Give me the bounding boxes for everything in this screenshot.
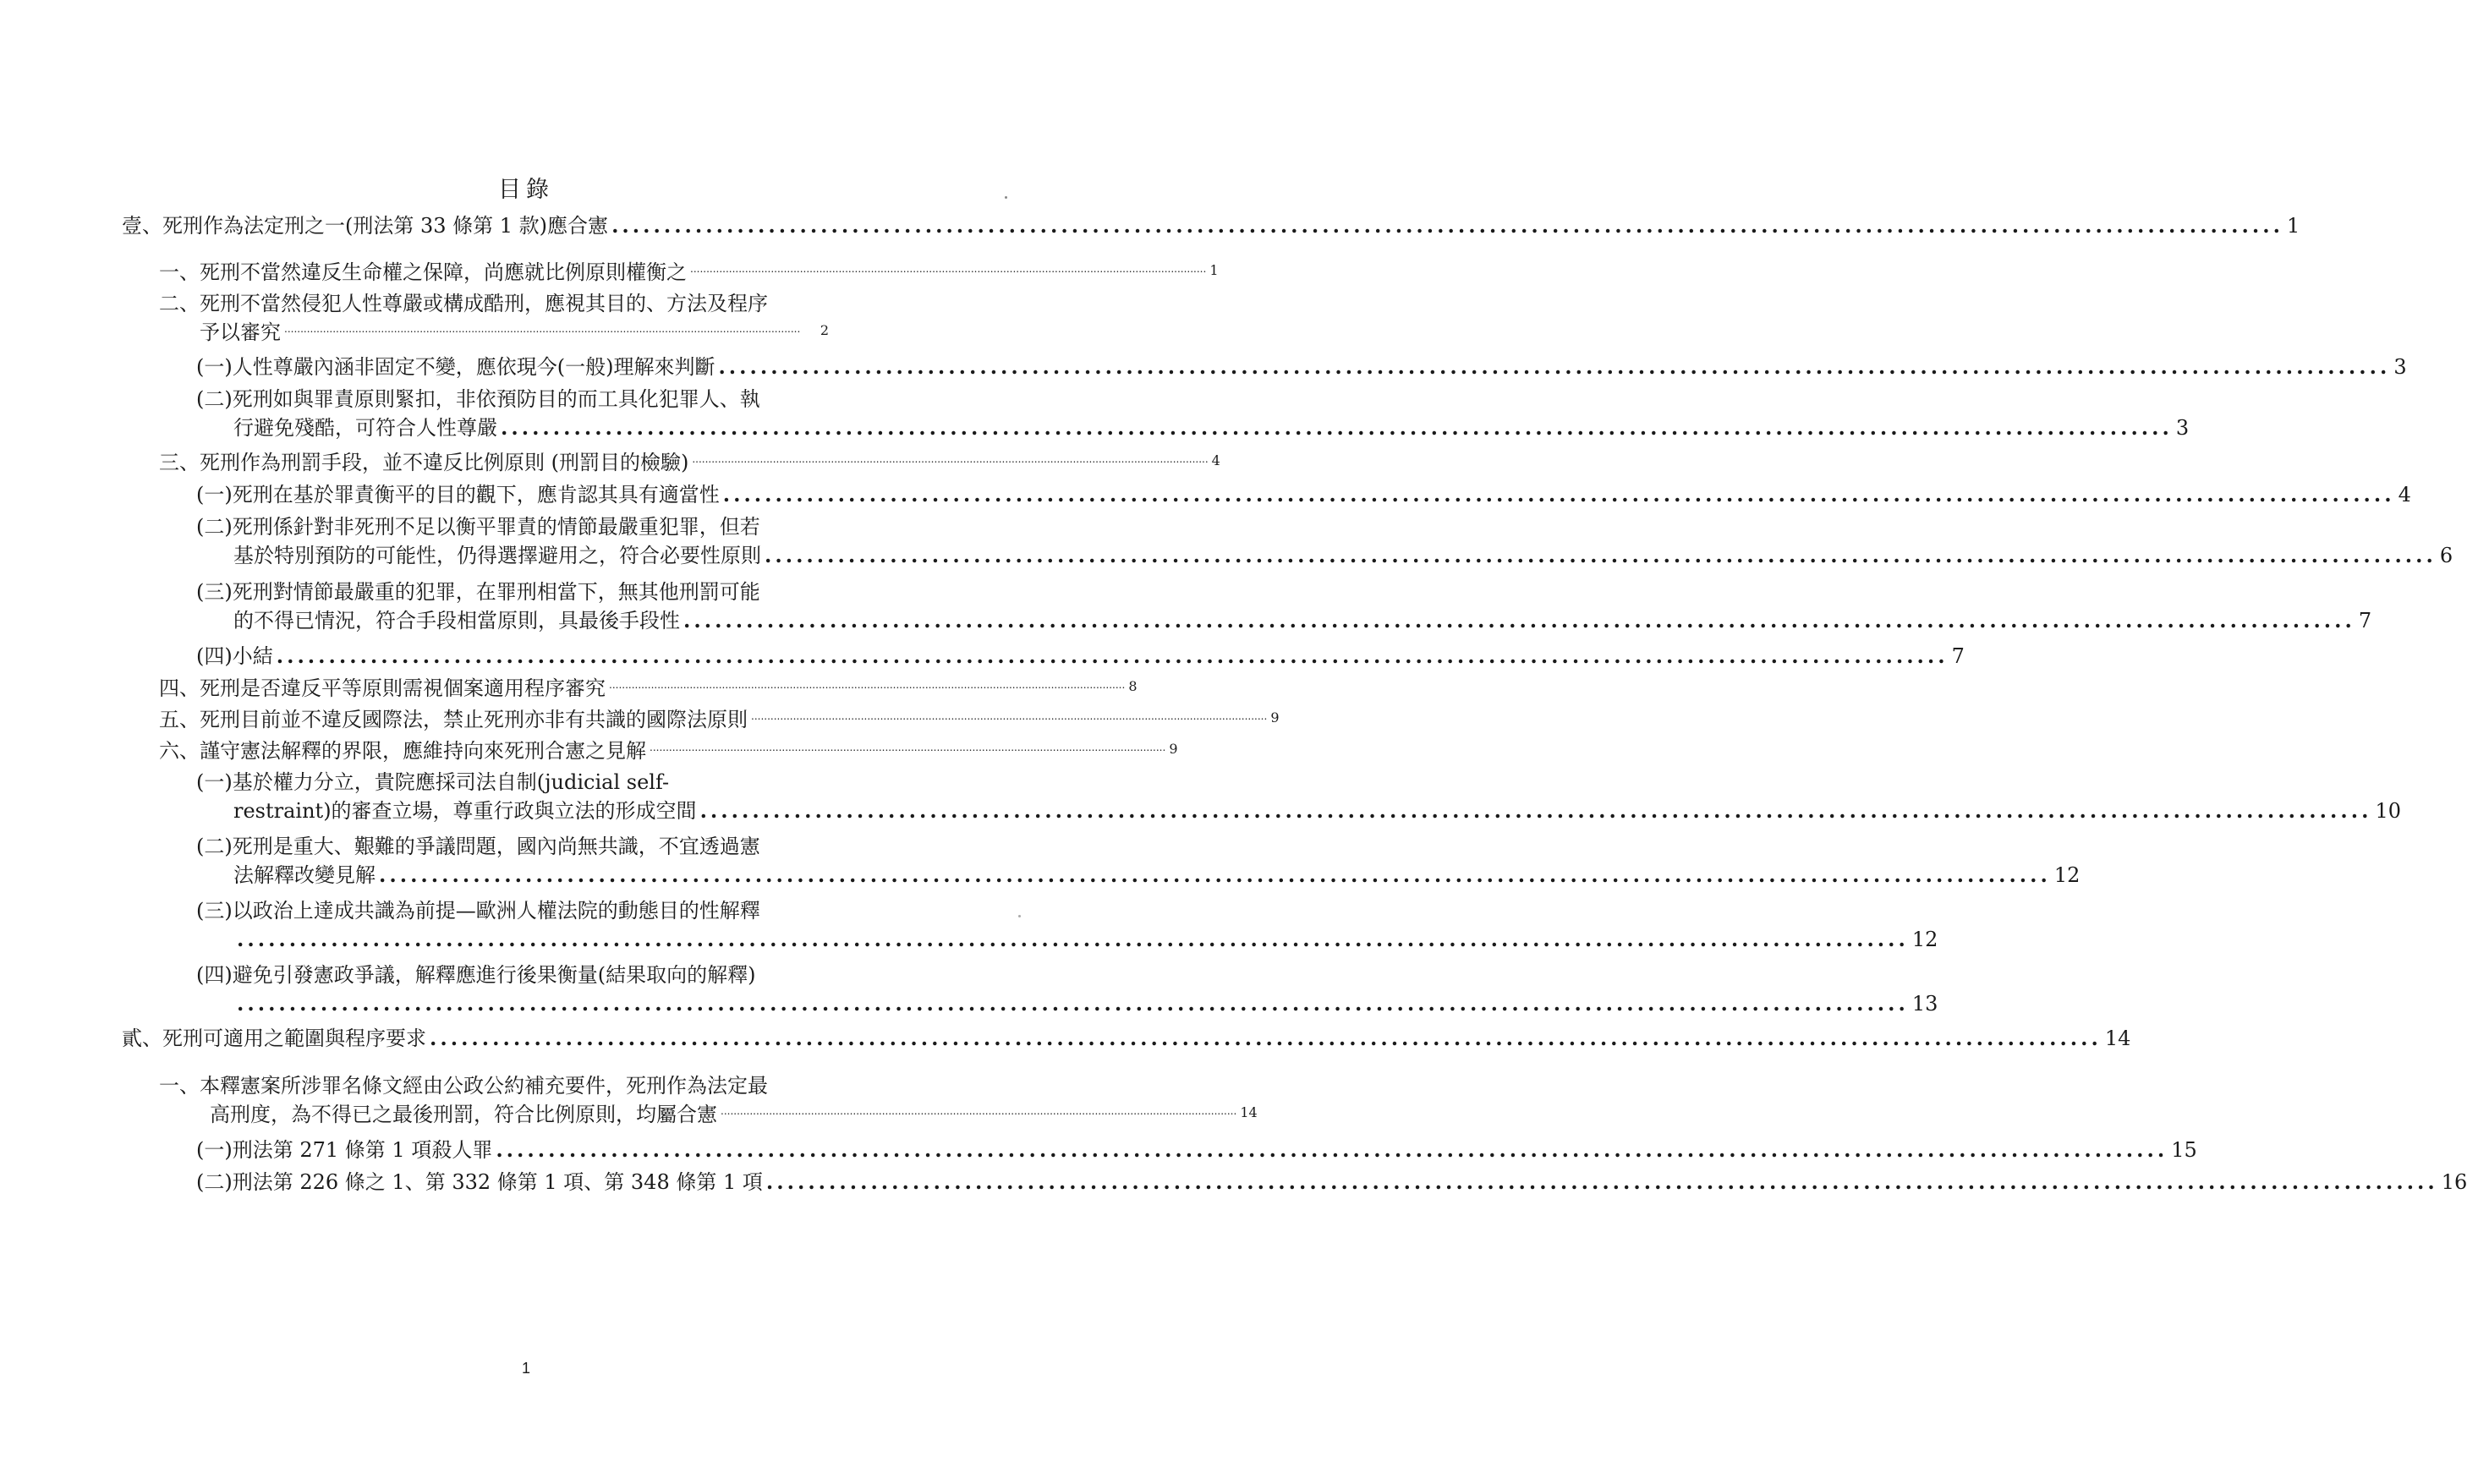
toc-entry-1-3-3	[196, 578, 2372, 635]
toc-entry-text: (四)小結	[196, 644, 273, 668]
toc-entry-text: 四、死刑是否違反平等原則需視個案適用程序審究	[159, 676, 606, 700]
leader-dots: ................................................................................................................................................................	[379, 862, 2051, 887]
toc-entry-text: (一)人性尊嚴內涵非固定不變，應依現今(一般)理解來判斷	[196, 355, 715, 379]
toc-entry-text: (一)基於權力分立，貴院應採司法自制(judicial self-	[196, 770, 670, 794]
scan-speck	[1018, 915, 1021, 917]
toc-entry-text: (三)以政治上達成共識為前提—歐洲人權法院的動態目的性解釋	[196, 899, 760, 923]
leader-dots: ................................................................................................................................................................	[751, 710, 1268, 722]
toc-entry-2-1-2	[196, 1168, 2467, 1197]
toc-entry-text: (二)死刑是重大、艱難的爭議問題，國內尚無共識，不宜透過憲	[196, 835, 760, 858]
toc-page-number: 9	[1270, 709, 1280, 726]
toc-entry-1-3-1	[196, 480, 2411, 509]
leader-dots: ................................................................................................................................................................	[611, 213, 2283, 238]
toc-entry-1-4	[159, 674, 1138, 703]
toc-page-number: 16	[2441, 1170, 2467, 1194]
leader-dots: ................................................................................................................................................................	[501, 415, 2173, 440]
toc-entry-text: (四)避免引發憲政爭議，解釋應進行後果衡量(結果取向的解釋)	[196, 963, 756, 987]
toc-entry-text-cont: 行避免殘酷，可符合人性尊嚴	[233, 416, 497, 440]
leader-dots: ................................................................................................................................................................	[692, 453, 1209, 465]
toc-page-number: 7	[1951, 644, 1965, 668]
leader-dots: ................................................................................................................................................................	[276, 643, 1949, 668]
toc-entry-1-6-1	[196, 768, 2401, 825]
leader-dots: ................................................................................................................................................................	[237, 991, 1909, 1016]
toc-entry-text-cont: 的不得已情況，符合手段相當原則，具最後手段性	[233, 609, 680, 632]
toc-entry-text-cont: 予以審究	[200, 320, 281, 344]
leader-dots: ................................................................................................................................................................	[721, 1105, 1237, 1117]
toc-entry-1-1	[159, 258, 1219, 287]
toc-entry-text-cont: 法解釋改變見解	[233, 863, 376, 887]
toc-page-number: 12	[1911, 928, 1938, 951]
toc-page-number: 13	[1911, 992, 1938, 1016]
toc-page-number: 12	[2053, 863, 2081, 887]
toc-entry-2-1-1	[196, 1136, 2197, 1164]
toc-entry-1-2	[159, 289, 829, 347]
toc-entry-1-3	[159, 448, 1220, 477]
toc-entry-text: 二、死刑不當然侵犯人性尊嚴或構成酷刑，應視其目的、方法及程序	[159, 292, 768, 315]
toc-entry-text: (二)刑法第 226 條之 1、第 332 條第 1 項、第 348 條第 1 項	[196, 1170, 763, 1194]
toc-page-number: 9	[1169, 741, 1178, 757]
toc-entry-text: (一)刑法第 271 條第 1 項殺人罪	[196, 1138, 493, 1162]
toc-page-number: 8	[1128, 678, 1138, 694]
leader-dots: ................................................................................................................................................................	[430, 1026, 2102, 1050]
toc-entry-1-5	[159, 705, 1280, 734]
toc-page-number: 3	[2393, 355, 2407, 379]
toc-page-number: 14	[2104, 1027, 2131, 1050]
toc-entry-part-2	[122, 1024, 2131, 1053]
toc-entry-1-6	[159, 737, 1178, 765]
toc-entry-text: 一、死刑不當然違反生命權之保障，尚應就比例原則權衡之	[159, 260, 687, 284]
toc-entry-1-2-1	[196, 353, 2407, 381]
leader-dots: ................................................................................................................................................................	[718, 354, 2391, 379]
leader-dots: ................................................................................................................................................................	[765, 543, 2437, 567]
leader-dots: ................................................................................................................................................................	[765, 1169, 2438, 1194]
leader-dots: ................................................................................................................................................................	[650, 742, 1166, 753]
toc-entry-text: 六、謹守憲法解釋的界限，應維持向來死刑合憲之見解	[159, 739, 646, 763]
toc-entry-text: (二)死刑如與罪責原則緊扣，非依預防目的而工具化犯罪人、執	[196, 387, 760, 411]
toc-entry-1-3-2	[196, 512, 2453, 570]
toc-entry-text: 壹、死刑作為法定刑之一(刑法第 33 條第 1 款)應合憲	[122, 214, 609, 238]
scan-speck	[1005, 196, 1007, 199]
leader-dots: ................................................................................................................................................................	[683, 608, 2355, 632]
toc-entry-text: 貳、死刑可適用之範圍與程序要求	[122, 1027, 426, 1050]
toc-page-number: 4	[2398, 483, 2411, 507]
toc-entry-text: 一、本釋憲案所涉罪名條文經由公政公約補充要件，死刑作為法定最	[159, 1074, 768, 1098]
leader-dots: ................................................................................................................................................................	[237, 927, 1909, 951]
leader-dots: ................................................................................................................................................................	[722, 482, 2395, 507]
leader-dots: ................................................................................................................................................................	[496, 1137, 2168, 1162]
leader-dots: ................................................................................................................................................................	[690, 263, 1207, 275]
toc-entry-text: (三)死刑對情節最嚴重的犯罪，在罪刑相當下，無其他刑罰可能	[196, 580, 760, 604]
toc-page-number: 14	[1240, 1104, 1258, 1120]
toc-entry-1-6-4	[196, 961, 1938, 1018]
leader-dots: ................................................................................................................................................................	[284, 323, 801, 335]
toc-entry-text: (一)死刑在基於罪責衡平的目的觀下，應肯認其具有適當性	[196, 483, 720, 507]
toc-page-number: 4	[1211, 452, 1220, 468]
leader-dots: ................................................................................................................................................................	[609, 679, 1126, 691]
page-number: 1	[521, 1360, 530, 1377]
toc-entry-2-1	[159, 1071, 1258, 1129]
toc-entry-text: (二)死刑係針對非死刑不足以衡平罪責的情節最嚴重犯罪，但若	[196, 515, 760, 539]
toc-page-number: 3	[2175, 416, 2190, 440]
toc-entry-text: 三、死刑作為刑罰手段，並不違反比例原則 (刑罰目的檢驗)	[159, 451, 689, 474]
toc-page-number: 10	[2375, 799, 2401, 823]
toc-page-number: 7	[2358, 609, 2372, 632]
toc-entry-1-2-2	[196, 385, 2190, 442]
toc-entry-part-1	[122, 211, 2300, 240]
toc-page-number: 15	[2171, 1138, 2197, 1162]
toc-title: 目錄	[498, 177, 554, 203]
toc-entry-1-6-2	[196, 832, 2081, 890]
toc-page-number: 1	[2286, 214, 2300, 238]
toc-page-number: 2	[820, 322, 829, 338]
toc-entry-text-cont: 高刑度，為不得已之最後刑罰，符合比例原則，均屬合憲	[210, 1103, 717, 1126]
toc-entry-text-cont: restraint)的審查立場，尊重行政與立法的形成空間	[233, 799, 697, 823]
toc-page-number: 1	[1209, 262, 1219, 278]
leader-dots: ................................................................................................................................................................	[699, 798, 2372, 823]
toc-entry-text: 五、死刑目前並不違反國際法，禁止死刑亦非有共識的國際法原則	[159, 708, 748, 731]
toc-entry-1-6-3	[196, 896, 1938, 954]
toc-entry-1-3-4	[196, 642, 1965, 671]
toc-page-number: 6	[2439, 544, 2453, 567]
toc-entry-text-cont: 基於特別預防的可能性，仍得選擇避用之，符合必要性原則	[233, 544, 761, 567]
